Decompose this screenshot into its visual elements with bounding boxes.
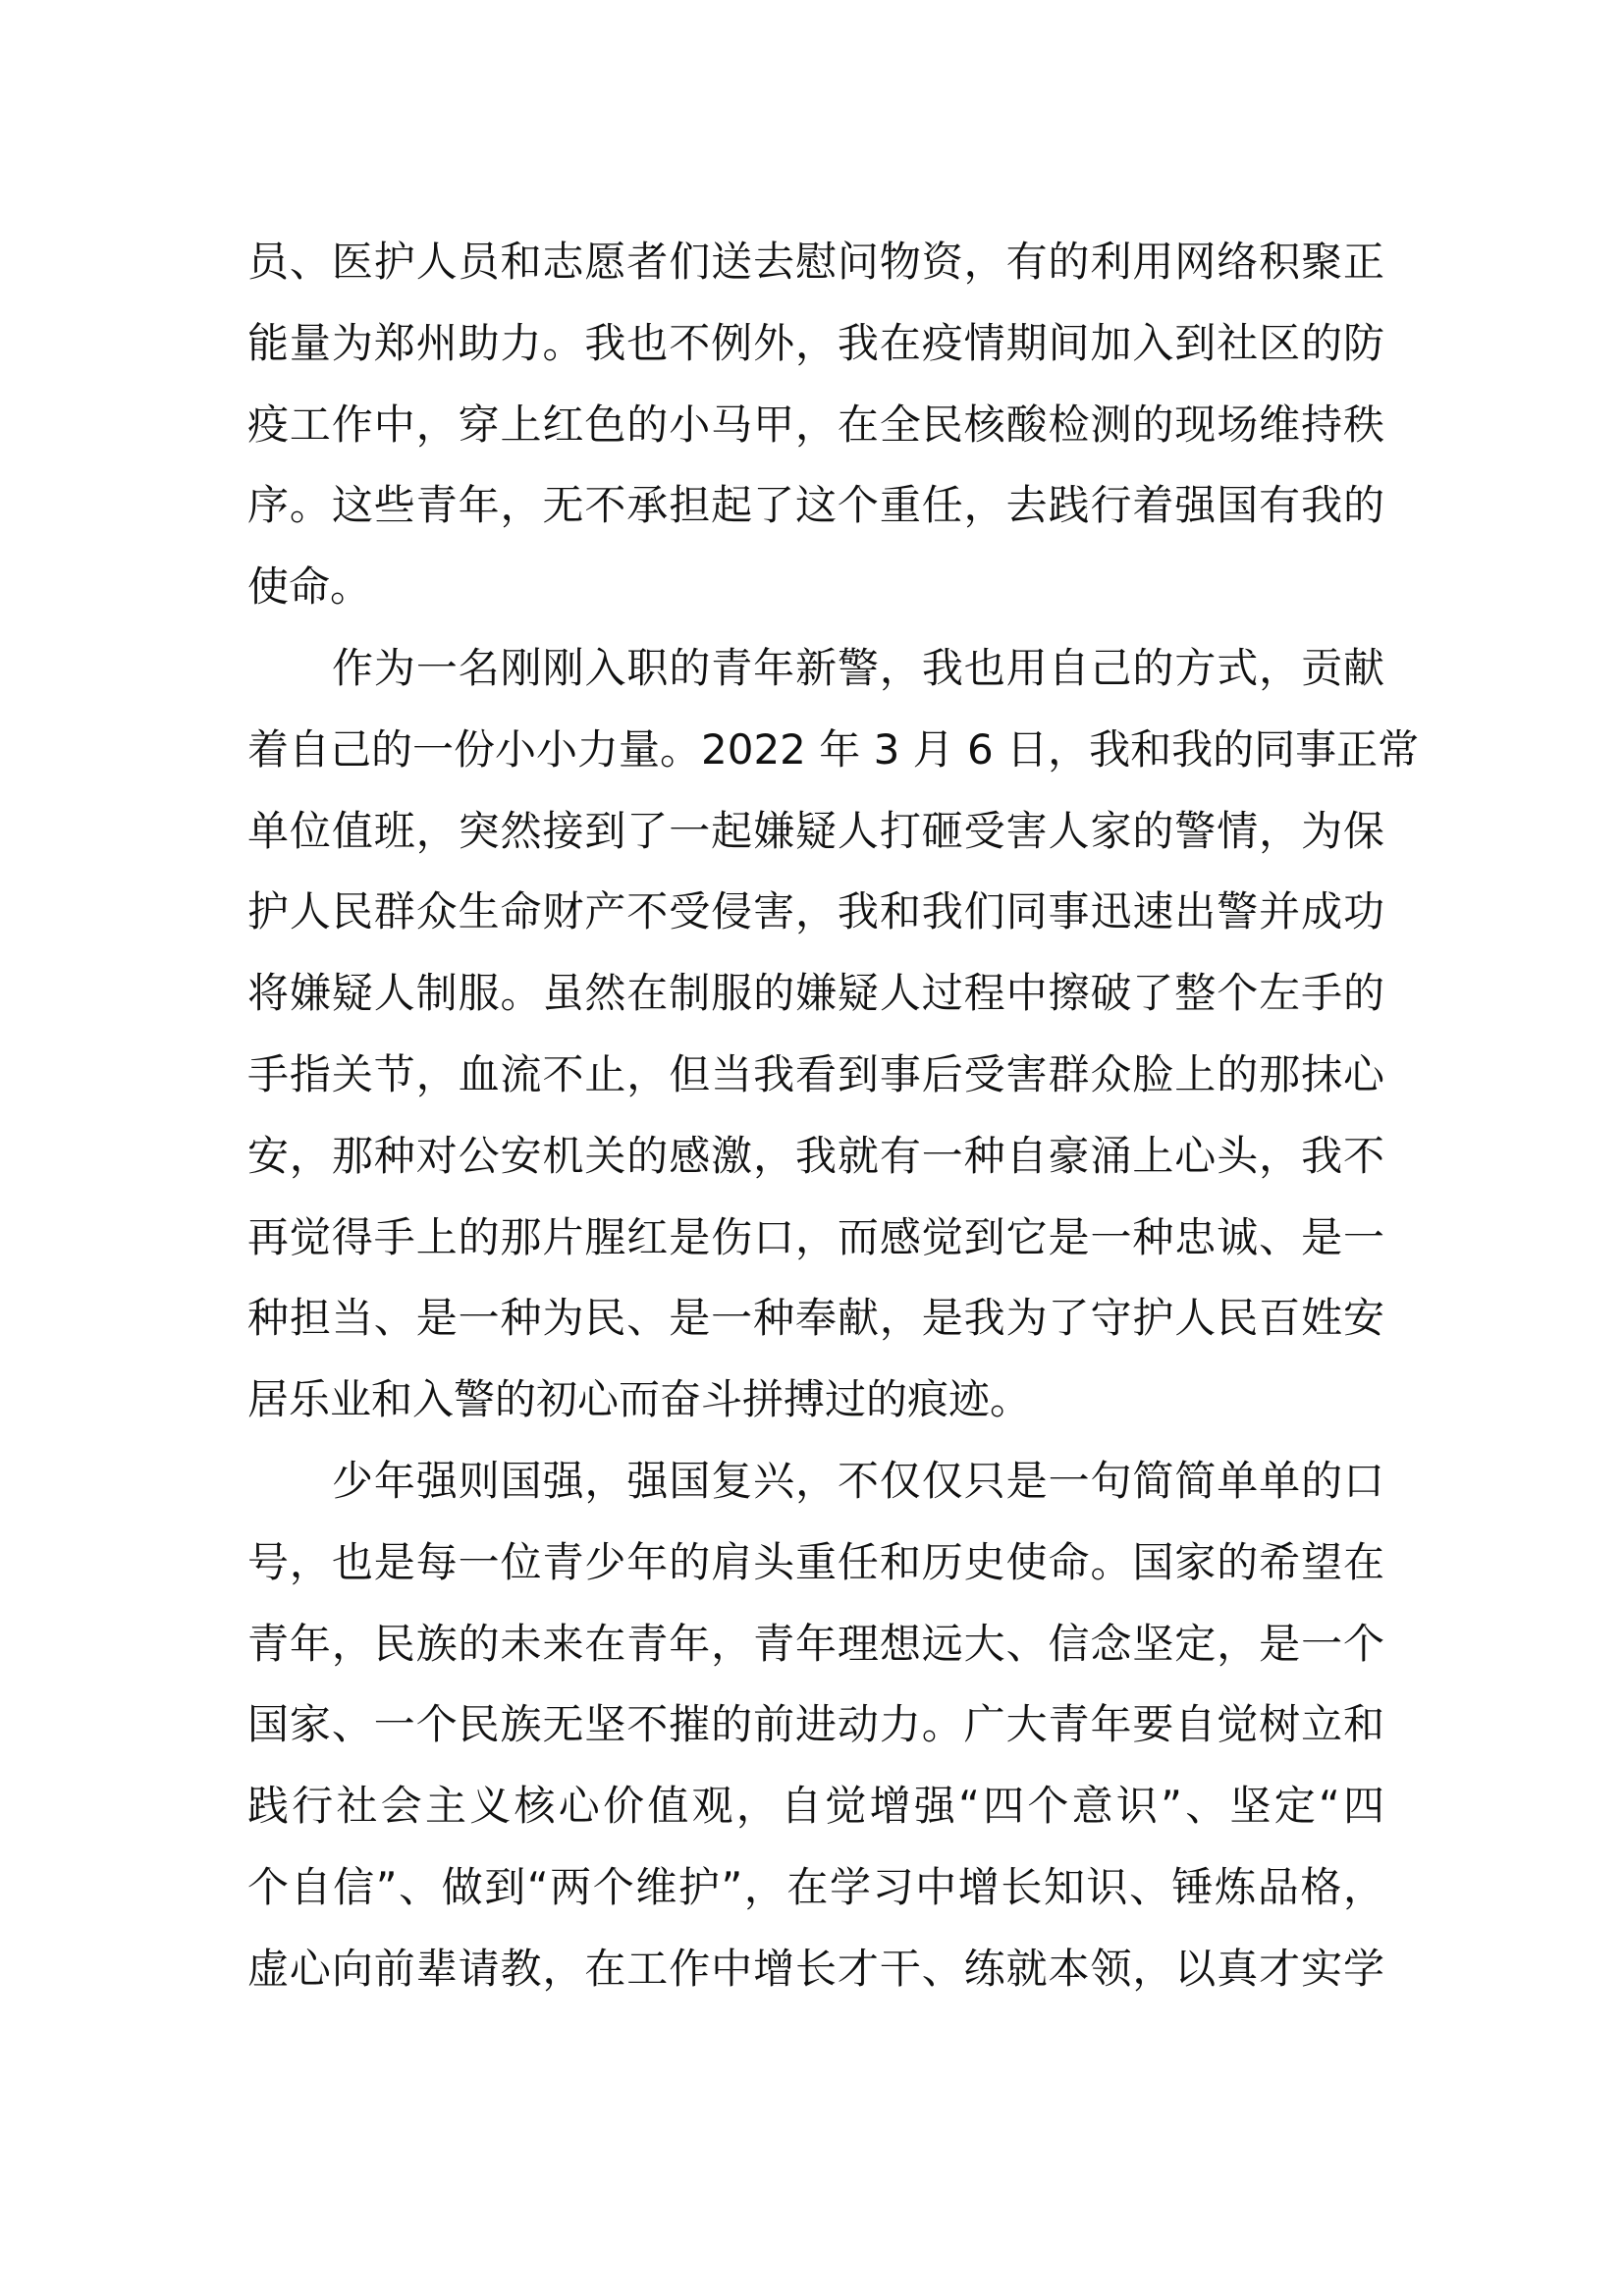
text-line: 员、医护人员和志愿者们送去慰问物资，有的利用网络积聚正 [247,238,1384,286]
text-line: 居乐业和入警的初心而奋斗拼搏过的痕迹。 [247,1375,1032,1424]
text-line: 少年强则国强，强国复兴，不仅仅只是一句简简单单的口 [332,1456,1384,1505]
paragraph [247,628,1420,1441]
text-line: 号，也是每一位青少年的肩头重任和历史使命。国家的希望在 [247,1537,1384,1586]
text-line: 能量为郑州助力。我也不例外，我在疫情期间加入到社区的防 [247,318,1384,367]
text-line: 手指关节，血流不止，但当我看到事后受害群众脸上的那抹心 [247,1049,1384,1098]
text-line: 再觉得手上的那片腥红是伤口，而感觉到它是一种忠诚、是一 [247,1212,1384,1261]
text-line: 疫工作中，穿上红色的小马甲，在全民核酸检测的现场维持秩 [247,400,1384,449]
text-line: 将嫌疑人制服。虽然在制服的嫌疑人过程中擦破了整个左手的 [247,969,1384,1018]
text-line: 作为一名刚刚入职的青年新警，我也用自己的方式，贡献 [332,643,1384,692]
text-line: 序。这些青年，无不承担起了这个重任，去践行着强国有我的 [247,481,1384,530]
text-line: 虚心向前辈请教，在工作中增长才干、练就本领，以真才实学 [247,1944,1384,1993]
text-line: 践行社会主义核心价值观，自觉增强“四个意识”、坚定“四 [247,1782,1384,1831]
document-body [247,222,1420,2010]
text-line: 使命。 [247,562,372,612]
text-line: 国家、一个民族无坚不摧的前进动力。广大青年要自觉树立和 [247,1700,1384,1749]
text-line: 安，那种对公安机关的感激，我就有一种自豪涌上心头，我不 [247,1131,1384,1180]
text-line: 青年，民族的未来在青年，青年理想远大、信念坚定，是一个 [247,1619,1384,1668]
text-line: 着自己的一份小小力量。2022 年 3 月 6 日，我和我的同事正常 [247,724,1420,774]
text-line: 个自信”、做到“两个维护”，在学习中增长知识、锤炼品格， [247,1862,1384,1911]
text-line: 种担当、是一种为民、是一种奉献，是我为了守护人民百姓安 [247,1294,1384,1343]
text-line: 护人民群众生命财产不受侵害，我和我们同事迅速出警并成功 [247,887,1384,936]
paragraph [247,222,1384,628]
text-line: 单位值班，突然接到了一起嫌疑人打砸受害人家的警情，为保 [247,806,1384,855]
paragraph [247,1441,1384,2010]
